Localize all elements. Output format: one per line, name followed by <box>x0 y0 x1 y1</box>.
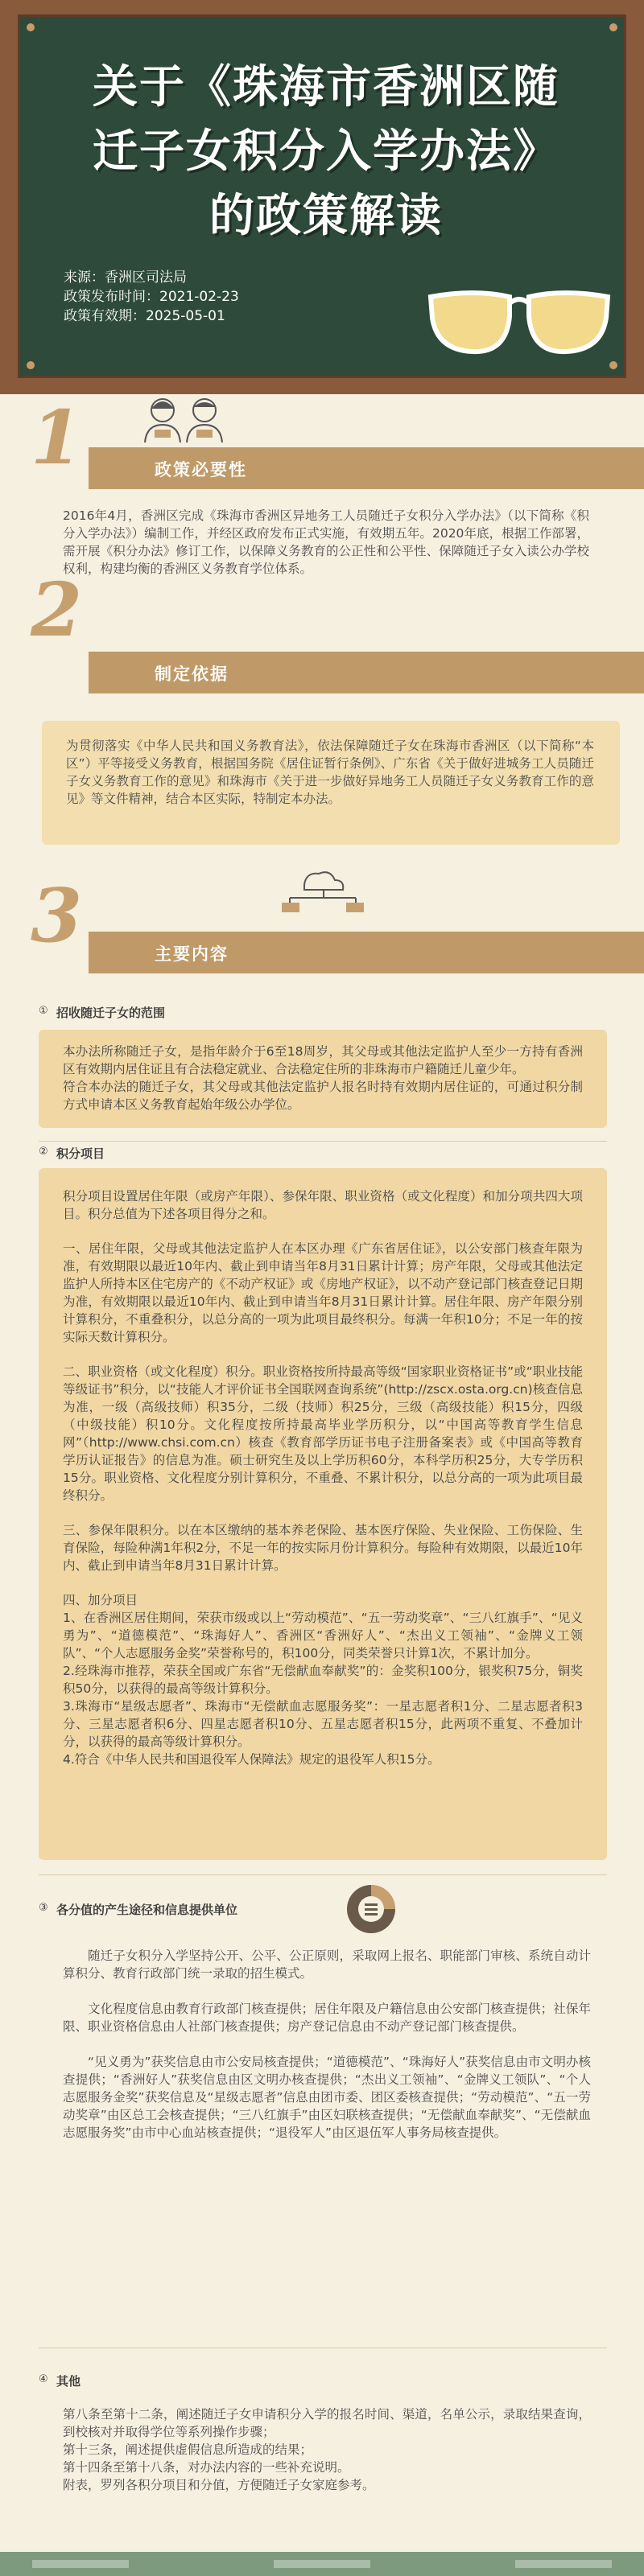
title-line: 关于《珠海市香洲区随 <box>93 61 559 113</box>
chalkboard <box>18 14 626 378</box>
section-title: 主要内容 <box>155 944 229 964</box>
network-icon <box>266 867 370 912</box>
section-bar <box>89 932 644 973</box>
paragraph: “见义勇为”获奖信息由市公安局核查提供；“道德模范”、“珠海好人”获奖信息由市文明办核查提供；“香洲好人”获奖信息由区文明办核查提供；“杰出义工领袖”、“金牌义工领队”、“个人志愿服务金奖”获奖信息及“星级志愿者”信息由团市委、团区委核查提供；“劳动模范”、“五一劳动奖章”由区总工会核查提供；“三八红旗手”由区妇联核查提供；“无偿献血奉献奖”、“无偿献血志愿服务奖”由市中心血站核查提供；“退役军人”由区退伍军人事务局核查提供。 <box>63 2055 591 2140</box>
paragraph: 二、职业资格（或文化程度）积分。职业资格按所持最高等级“国家职业资格证书”或“职业技能等级证书”积分，以“技能人才评价证书全国联网查询系统”(http://zscx.osta.org.cn)核查信息为准，一级（高级技师）积35分，二级（技师）积25分，三级（高级技能）积15分，四级（中级技能）积10分。文化程度按所持最高毕业学历积分，以“中国高等教育学生信息网”（http://www.chsi.com.cn）核查《教育部学历证书电子注册备案表》或《中国高等教育学历认证报告》的信息为准。硕士研究生及以上学历积60分，本科学历积25分，大专学历积15分。职业资格、文化程度分别计算积分，不重叠、不累计积分，以总分高的一项为此项目最终积分。 <box>63 1364 583 1503</box>
section-bar <box>89 652 644 693</box>
paragraph: 本办法所称随迁子女，是指年龄介于6至18周岁，其父母或其他法定监护人至少一方持有香洲区有效期内居住证且有合法稳定就业、合法稳定住所的非珠海市户籍随迁儿童少年。 <box>63 1044 583 1076</box>
subsection-title: 各分值的产生途径和信息提供单位 <box>56 1903 238 1917</box>
subsection-title: 招收随迁子女的范围 <box>56 1006 166 1020</box>
release-date: 政策发布时间：2021-02-23 <box>64 289 239 305</box>
subsection-title: 其他 <box>56 2374 81 2389</box>
footer-strip <box>0 2552 644 2576</box>
paragraph: 三、参保年限积分。以在本区缴纳的基本养老保险、基本医疗保险、失业保险、工伤保险、生育保险，每险种满1年积2分，不足一年的按实际月份计算积分。每险种有效期限，以最近10年内、截止到申请当年8月31日累计计算。 <box>63 1523 583 1573</box>
footer-stripe <box>32 2560 129 2568</box>
page-title <box>44 56 608 249</box>
people-icon <box>138 393 235 444</box>
source-text: 来源：香洲区司法局 <box>64 270 187 286</box>
valid-until: 政策有效期：2025-05-01 <box>64 308 225 324</box>
header-frame <box>0 0 644 394</box>
section-title: 政策必要性 <box>155 460 247 479</box>
glasses-icon <box>426 281 613 361</box>
paragraph: 文化程度信息由教育行政部门核查提供；居住年限及户籍信息由公安部门核查提供；社保年限、职业资格信息由人社部门核查提供；房产登记信息由不动产登记部门核查提供。 <box>63 2002 591 2034</box>
points-box <box>39 1168 607 1860</box>
policy-meta <box>64 268 239 326</box>
paragraph: 四、加分项目 1、在香洲区居住期间，荣获市级或以上“劳动模范”、“五一劳动奖章”、“三八红旗手”、“见义勇为”、“道德模范”、“珠海好人”、香洲区“香洲好人”、“杰出义工领袖”、“金牌义工领队”、“个人志愿服务金奖”荣誉称号的，积100分，同类荣誉只计算1次，不累计加分。 2.经珠海市推荐，荣获全国或广东省“无偿献血奉献奖”的：金奖积100分，银奖积75分，铜奖积50分，以获得的最高等级计算积分。 3.珠海市“星级志愿者”、珠海市“无偿献血志愿服务奖”：一星志愿者积1分、二星志愿者积3分、三星志愿者积6分、四星志愿者积10分、五星志愿者积15分，此两项不重复、不叠加计分，以获得的最高等级计算积分。 4.符合《中华人民共和国退役军人保障法》规定的退役军人积15分。 <box>63 1593 583 1767</box>
other-text: 第八条至第十二条，阐述随迁子女申请积分入学的报名时间、渠道，名单公示，录取结果查询，到校核对并取得学位等系列操作步骤； 第十三条，阐述提供虚假信息所造成的结果； 第十四条至第十八条，对办法内容的一些补充说明。 附表，罗列各积分项目和分值，方便随迁子女家庭参考。 <box>63 2407 591 2492</box>
paragraph: 随迁子女积分入学坚持公开、公平、公正原则，采取网上报名、职能部门审核、系统自动计算积分、教育行政部门统一录取的招生模式。 <box>63 1948 591 1981</box>
section-text: 2016年4月，香洲区完成《珠海市香洲区异地务工人员随迁子女积分入学办法》（以下简称《积分入学办法》）编制工作，并经区政府发布正式实施，有效期五年。2020年底，根据工作部署，需开展《积分办法》修订工作，以保障义务教育的公正性和公平性、保障随迁子女入读公办学校权利，构建均衡的香洲区义务教育学位体系。 <box>63 508 589 576</box>
basis-box <box>42 721 620 845</box>
section-number: 1 <box>31 394 83 481</box>
paragraph: 符合本办法的随迁子女，其父母或其他法定监护人报名时持有效期内居住证的，可通过积分制方式申请本区义务教育起始年级公办学位。 <box>63 1080 583 1112</box>
section-number: 3 <box>31 872 83 959</box>
section-number: 2 <box>31 566 83 653</box>
title-line: 的政策解读 <box>209 190 443 242</box>
section-title: 制定依据 <box>155 665 229 684</box>
section-bar <box>89 447 644 489</box>
board-dot <box>27 23 35 31</box>
pie-chart-icon <box>345 1883 398 1936</box>
paragraph: 积分项目设置居住年限（或房产年限）、参保年限、职业资格（或文化程度）和加分项共四大项目。积分总值为下述各项目得分之和。 <box>63 1189 583 1221</box>
footer-stripe <box>274 2560 370 2568</box>
title-line: 迁子女积分入学办法》 <box>93 126 559 178</box>
subsection-number: ④ <box>39 2373 48 2385</box>
footer-stripe <box>515 2560 612 2568</box>
divider <box>39 1141 607 1142</box>
sources-text <box>63 1947 591 2142</box>
subsection-number: ② <box>39 1146 48 1158</box>
section-text: 为贯彻落实《中华人民共和国义务教育法》，依法保障随迁子女在珠海市香洲区（以下简称“本区”）平等接受义务教育，根据国务院《居住证暂行条例》、广东省《关于做好进城务工人员随迁子女义务教育工作的意见》和珠海市《关于进一步做好异地务工人员随迁子女义务教育工作的意见》等文件精神，结合本区实际，特制定本办法。 <box>66 739 594 806</box>
board-dot <box>609 23 617 31</box>
paragraph: 一、居住年限，父母或其他法定监护人在本区办理《广东省居住证》，以公安部门核查年限为准，有效期限以最近10年内、截止到申请当年8月31日累计计算；房产年限，父母或其他法定监护人所持本区住宅房产的《不动产权证》或《房地产权证》，以不动产登记部门核查登记日期为准，有效期限以最近10年内、截止到申请当年8月31日累计计算。居住年限、房产年限分别计算积分，不重叠积分，以总分高的一项为此项目最终积分。每满一年积10分；不足一年的按实际天数计算积分。 <box>63 1241 583 1344</box>
subsection-title: 积分项目 <box>56 1146 105 1161</box>
subsection-number: ① <box>39 1005 48 1017</box>
subsection-number: ③ <box>39 1902 48 1914</box>
divider <box>39 1874 607 1875</box>
board-dot <box>27 361 35 369</box>
board-dot <box>609 361 617 369</box>
scope-box <box>39 1030 607 1128</box>
